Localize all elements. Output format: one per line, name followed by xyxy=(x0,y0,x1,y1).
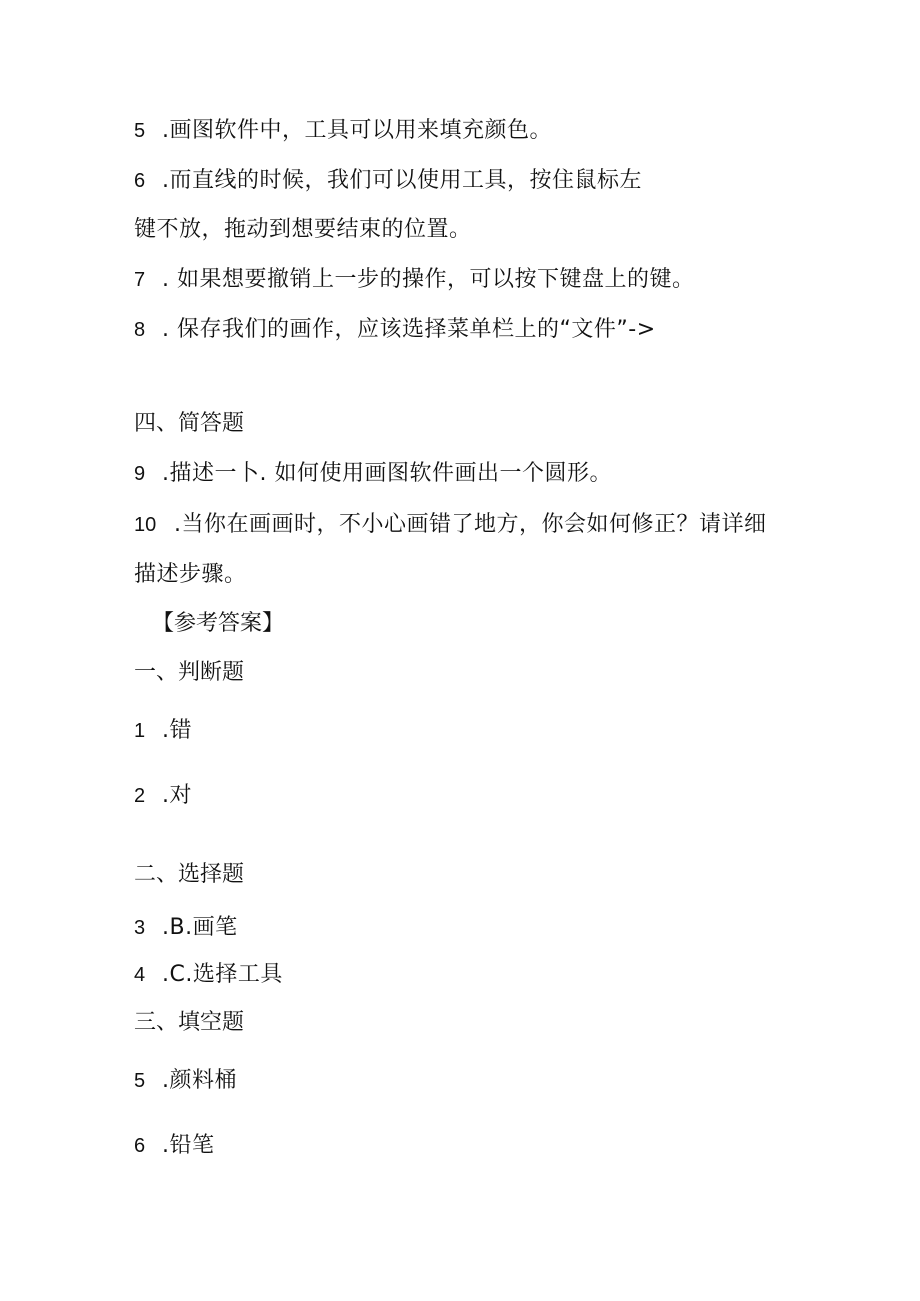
question-text: .当你在画画时，不小心画错了地方，你会如何修正？请详细 xyxy=(174,512,767,537)
question-text: . 保存我们的画作，应该选择菜单栏上的“文件”-> xyxy=(162,317,656,342)
question-number: 9 xyxy=(134,463,146,485)
answer-number: 6 xyxy=(134,1135,146,1157)
question-7 xyxy=(134,269,695,291)
answer-5 xyxy=(134,1070,237,1092)
section-heading-fill-blank: 三、填空题 xyxy=(134,1010,245,1035)
answer-text: .铅笔 xyxy=(162,1133,215,1158)
section-heading-short-answer: 四、简答题 xyxy=(134,411,245,436)
question-text: .而直线的时候，我们可以使用工具，按住鼠标左 xyxy=(162,168,642,193)
question-8 xyxy=(134,319,656,341)
answers-heading: 【参考答案】 xyxy=(152,611,285,636)
answer-text: .错 xyxy=(162,718,192,743)
question-text: 键不放，拖动到想要结束的位置。 xyxy=(134,217,472,242)
question-6 xyxy=(134,170,642,192)
answer-number: 5 xyxy=(134,1070,146,1092)
answer-2 xyxy=(134,785,192,807)
answer-1 xyxy=(134,720,192,742)
section-heading-multiple-choice: 二、选择题 xyxy=(134,862,245,887)
answer-number: 1 xyxy=(134,720,146,742)
question-number: 6 xyxy=(134,170,146,192)
question-10-continued xyxy=(134,564,247,586)
question-10 xyxy=(134,514,767,536)
question-number: 8 xyxy=(134,319,146,341)
section-heading-true-false: 一、判断题 xyxy=(134,660,245,685)
answer-text: .对 xyxy=(162,783,192,808)
answer-text: .B.画笔 xyxy=(162,915,238,940)
question-9 xyxy=(134,463,612,485)
question-6-continued xyxy=(134,219,472,241)
question-text: .画图软件中，工具可以用来填充颜色。 xyxy=(162,118,552,143)
answer-number: 2 xyxy=(134,785,146,807)
question-text: .描述一卜. 如何使用画图软件画出一个圆形。 xyxy=(162,461,612,486)
answer-3 xyxy=(134,917,238,939)
answer-number: 3 xyxy=(134,917,146,939)
question-text: 描述步骤。 xyxy=(134,562,247,587)
question-5 xyxy=(134,120,552,142)
answer-text: .C.选择工具 xyxy=(162,962,283,987)
question-number: 10 xyxy=(134,514,157,536)
answer-4 xyxy=(134,964,283,986)
question-number: 5 xyxy=(134,120,146,142)
answer-6 xyxy=(134,1135,215,1157)
question-text: . 如果想要撤销上一步的操作，可以按下键盘上的键。 xyxy=(162,267,695,292)
question-number: 7 xyxy=(134,269,146,291)
answer-number: 4 xyxy=(134,964,146,986)
answer-text: .颜料桶 xyxy=(162,1068,237,1093)
